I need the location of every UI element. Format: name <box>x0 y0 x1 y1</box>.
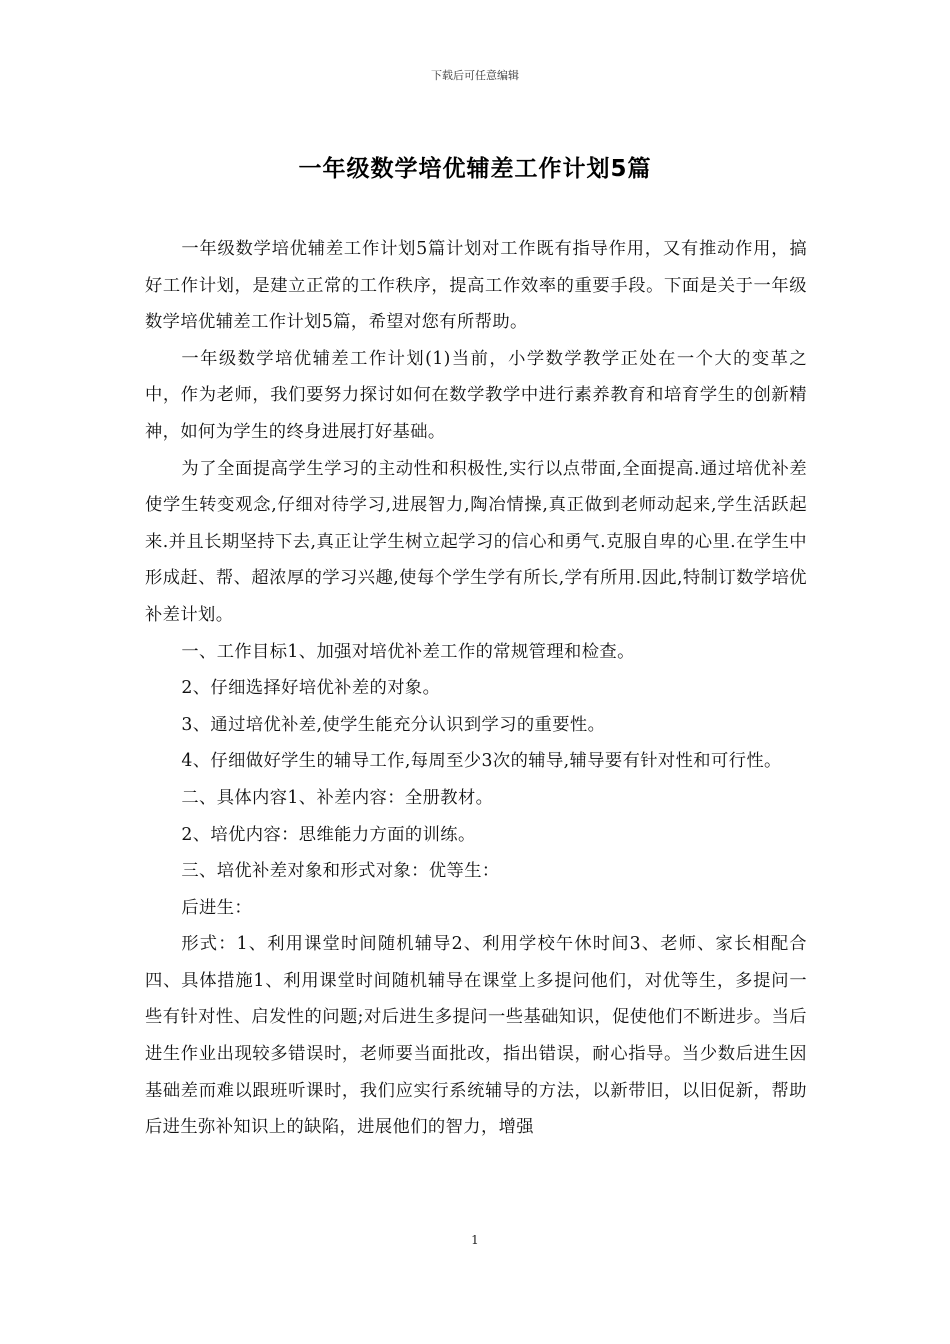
paragraph-content-1: 二、具体内容1、补差内容：全册教材。 <box>181 787 494 808</box>
paragraph-slow-learners: 后进生： <box>181 897 253 918</box>
page-number: 1 <box>471 1233 479 1247</box>
paragraph-purpose: 为了全面提高学生学习的主动性和积极性,实行以点带面,全面提高.通过培优补差使学生转变观念,仔细对待学习,进展智力,陶冶情操,真正做到老师动起来,学生活跃起来.并且长期坚持下去,真正让学生树立起学习的信心和勇气.克服自卑的心里.在学生中形成赶、帮、超浓厚的学习兴趣,使每个学生学有所长,学有所用.因此,特制订数学培优补差计划。 <box>145 458 807 625</box>
paragraph-intro: 一年级数学培优辅差工作计划5篇计划对工作既有指导作用，又有推动作用，搞好工作计划，是建立正常的工作秩序，提高工作效率的重要手段。下面是关于一年级数学培优辅差工作计划5篇，希望对您有所帮助。 <box>145 239 807 333</box>
paragraph-content-2: 2、培优内容：思维能力方面的训练。 <box>181 824 476 845</box>
document-title: 一年级数学培优辅差工作计划5篇 <box>298 156 652 182</box>
document-body <box>145 231 807 1146</box>
paragraph-goal-2: 2、仔细选择好培优补差的对象。 <box>181 678 441 699</box>
paragraph-goal-1: 一、工作目标1、加强对培优补差工作的常规管理和检查。 <box>181 641 635 662</box>
paragraph-plan-1-background: 一年级数学培优辅差工作计划(1)当前，小学数学教学正处在一个大的变革之中，作为老师，我们要努力探讨如何在数学教学中进行素养教育和培育学生的创新精神，如何为学生的终身进展打好基础。 <box>145 348 807 442</box>
paragraph-forms-measures: 形式：1、利用课堂时间随机辅导2、利用学校午休时间3、老师、家长相配合四、具体措施1、利用课堂时间随机辅导在课堂上多提问他们，对优等生，多提问一些有针对性、启发性的问题;对后进生多提问一些基础知识，促使他们不断进步。当后进生作业出现较多错误时，老师要当面批改，指出错误，耐心指导。当少数后进生因基础差而难以跟班听课时，我们应实行系统辅导的方法，以新带旧，以旧促新，帮助后进生弥补知识上的缺陷，进展他们的智力，增强 <box>145 934 807 1138</box>
paragraph-goal-3: 3、通过培优补差,使学生能充分认识到学习的重要性。 <box>181 714 606 735</box>
paragraph-goal-4: 4、仔细做好学生的辅导工作,每周至少3次的辅导,辅导要有针对性和可行性。 <box>181 751 782 772</box>
paragraph-targets: 三、培优补差对象和形式对象：优等生： <box>181 861 500 882</box>
header-note: 下载后可任意编辑 <box>431 69 519 82</box>
